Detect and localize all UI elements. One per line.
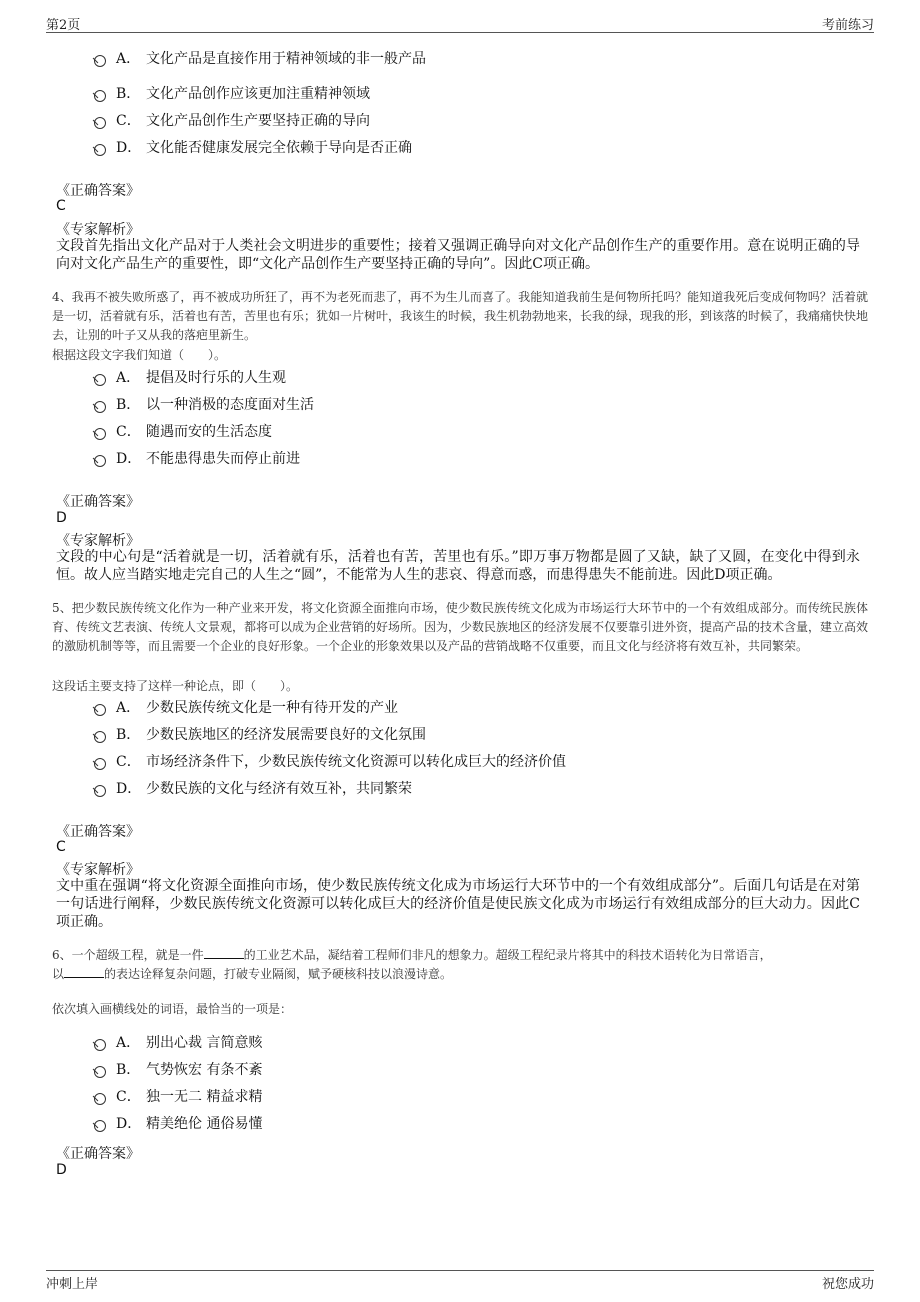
question-stem: 4、我再不被失败所惑了，再不被成功所狂了，再不为老死而悲了，再不为生儿而喜了。我能知道我前生是何物所托吗？能知道我死后变成何物吗？活着就是一切，活着就有乐，活着也有苦，苦里也有乐；犹如一片树叶，我该生的时候，我生机勃勃地来，长我的绿，现我的形，到该落的时候了，我痛痛快快地去，让别的叶子又从我的落疤里新生。 [52, 290, 869, 342]
page-footer [46, 1270, 874, 1292]
q5-option-c[interactable]: C． 市场经济条件下，少数民族传统文化资源可以转化成巨大的经济价值 [94, 752, 566, 772]
q3-option-c[interactable]: C． 文化产品创作生产要坚持正确的导向 [94, 111, 370, 131]
radio-icon[interactable] [94, 1039, 106, 1051]
radio-icon[interactable] [94, 117, 106, 129]
q5-option-d[interactable]: D． 少数民族的文化与经济有效互补，共同繁荣 [94, 779, 412, 799]
q4-option-a[interactable]: A． 提倡及时行乐的人生观 [94, 368, 286, 388]
radio-icon[interactable] [94, 1120, 106, 1132]
answer-label: 《正确答案》 [56, 183, 140, 199]
answer-value: C [56, 198, 66, 214]
radio-icon[interactable] [94, 704, 106, 716]
explain-text: 文段首先指出文化产品对于人类社会文明进步的重要性；接着又强调正确导向对文化产品创作生产的重要作用。意在说明正确的导向对文化产品生产的重要性，即“文化产品创作生产要坚持正确的导向”。因此C项正确。 [56, 238, 860, 272]
q3-option-b[interactable]: B． 文化产品创作应该更加注重精神领域 [94, 84, 370, 104]
radio-icon[interactable] [94, 401, 106, 413]
question-prompt: 根据这段文字我们知道（ ）。 [52, 348, 227, 362]
explain-text: 文中重在强调“将文化资源全面推向市场，使少数民族传统文化成为市场运行大环节中的一个有效组成部分”。后面几句话是在对第一句话进行阐释，少数民族传统文化资源可以转化成巨大的经济价值是使民族文化成为市场运行有效组成部分的巨大动力。因此C项正确。 [56, 878, 860, 930]
explain-text: 文段的中心句是“活着就是一切，活着就有乐，活着也有苦，苦里也有乐。”即万事万物都是圆了又缺，缺了又圆，在变化中得到永恒。故人应当踏实地走完自己的人生之“圆”，不能常为人生的悲哀、得意而惑，而患得患失不能前进。因此D项正确。 [56, 549, 860, 583]
fill-blank [204, 948, 244, 959]
explain-label: 《专家解析》 [56, 222, 140, 238]
answer-label: 《正确答案》 [56, 494, 140, 510]
footer-right: 祝您成功 [821, 1277, 874, 1292]
radio-icon[interactable] [94, 785, 106, 797]
q3-option-d[interactable]: D． 文化能否健康发展完全依赖于导向是否正确 [94, 138, 412, 158]
radio-icon[interactable] [94, 731, 106, 743]
radio-icon[interactable] [94, 455, 106, 467]
q6-option-c[interactable]: C． 独一无二 精益求精 [94, 1087, 262, 1107]
answer-label: 《正确答案》 [56, 1146, 140, 1162]
header-title: 考前练习 [821, 18, 874, 33]
q4-option-c[interactable]: C． 随遇而安的生活态度 [94, 422, 272, 442]
radio-icon[interactable] [94, 374, 106, 386]
explain-label: 《专家解析》 [56, 862, 140, 878]
q5-option-b[interactable]: B． 少数民族地区的经济发展需要良好的文化氛围 [94, 725, 426, 745]
q4-option-d[interactable]: D． 不能患得患失而停止前进 [94, 449, 300, 469]
q6-option-b[interactable]: B． 气势恢宏 有条不紊 [94, 1060, 262, 1080]
q3-option-a[interactable]: A． 文化产品是直接作用于精神领域的非一般产品 [94, 49, 426, 69]
explain-label: 《专家解析》 [56, 533, 140, 549]
q4-option-b[interactable]: B． 以一种消极的态度面对生活 [94, 395, 314, 415]
radio-icon[interactable] [94, 1093, 106, 1105]
q6-option-d[interactable]: D． 精美绝伦 通俗易懂 [94, 1114, 262, 1134]
question-stem: 5、把少数民族传统文化作为一种产业来开发，将文化资源全面推向市场，使少数民族传统文化成为市场运行大环节中的一个有效组成部分。而传统民族体育、传统文艺表演、传统人文景观，都将可以成为企业营销的好场所。因为，少数民族地区的经济发展不仅要靠引进外资，提高产品的技术含量，建立高效的激励机制等等，而且需要一个企业的良好形象。一个企业的形象效果以及产品的营销战略不仅重要，而且文化与经济将有效互补，共同繁荣。 [52, 601, 869, 653]
radio-icon[interactable] [94, 758, 106, 770]
answer-label: 《正确答案》 [56, 824, 140, 840]
answer-value: D [56, 1162, 67, 1178]
question-prompt: 依次填入画横线处的词语，最恰当的一项是： [52, 1002, 293, 1016]
radio-icon[interactable] [94, 1066, 106, 1078]
radio-icon[interactable] [94, 428, 106, 440]
page-number: 第2页 [46, 18, 81, 33]
answer-value: D [56, 510, 67, 526]
radio-icon[interactable] [94, 55, 106, 67]
page-header [46, 14, 874, 33]
question-prompt: 这段话主要支持了这样一种论点，即（ ）。 [52, 679, 299, 693]
q5-option-a[interactable]: A． 少数民族传统文化是一种有待开发的产业 [94, 698, 398, 718]
fill-blank [64, 967, 104, 978]
answer-value: C [56, 839, 66, 855]
q6-option-a[interactable]: A． 别出心裁 言简意赅 [94, 1033, 262, 1053]
radio-icon[interactable] [94, 144, 106, 156]
radio-icon[interactable] [94, 90, 106, 102]
footer-left: 冲刺上岸 [46, 1277, 99, 1292]
question-stem: 6、一个超级工程，就是一件 的工业艺术品，凝结着工程师们非凡的想象力。超级工程纪录片将其中的科技术语转化为日常语言， 以 的表达诠释复杂问题，打破专业隔阂，赋予硬核科技以浪漫诗意。 [52, 948, 772, 981]
